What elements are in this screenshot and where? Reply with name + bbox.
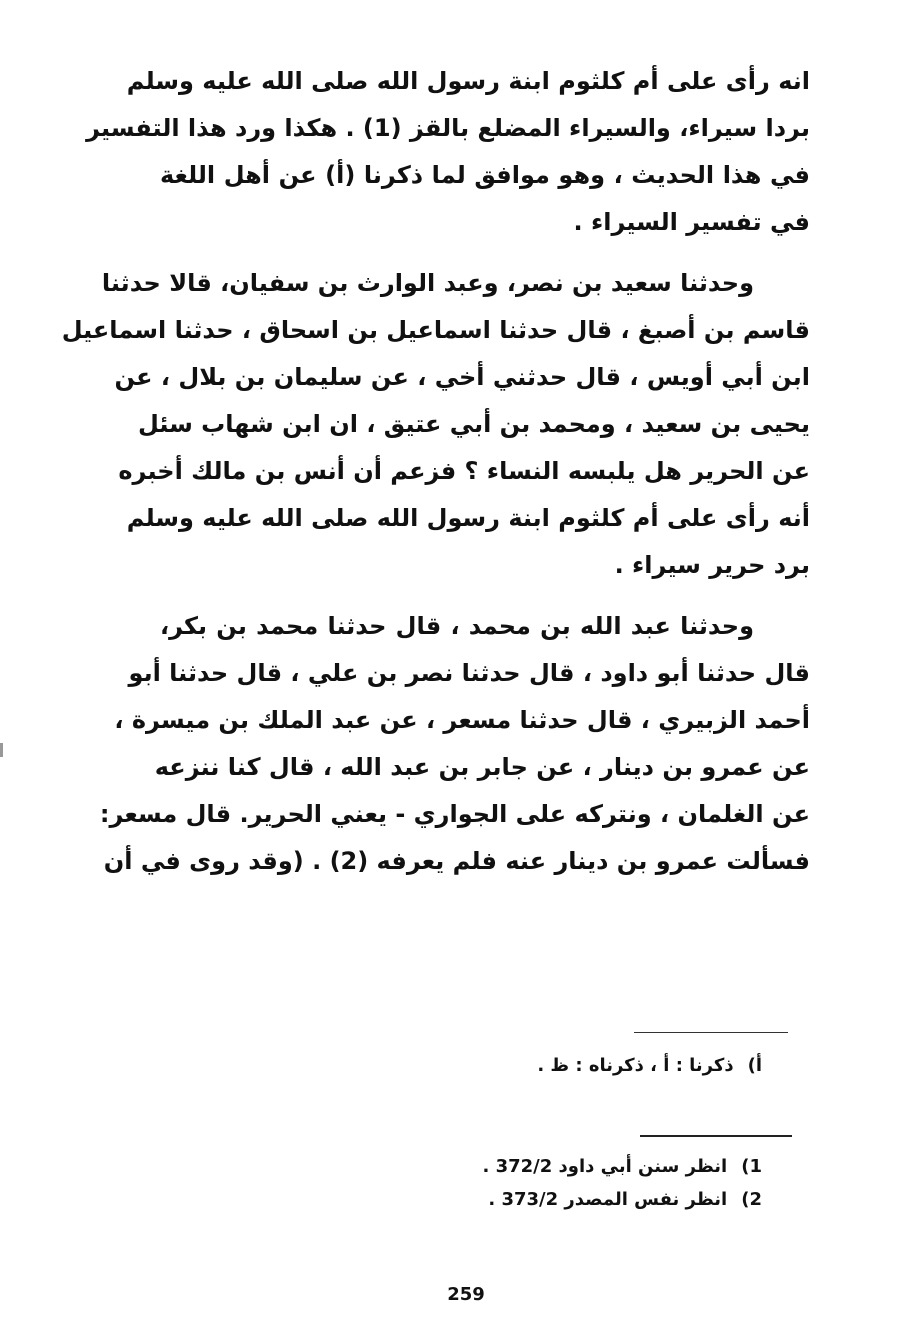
text-line: عن عمرو بن دينار ، عن جابر بن عبد الله ، قال كنا ننزعه xyxy=(154,753,810,781)
footnote-text: انظر نفس المصدر 373/2 . xyxy=(488,1189,728,1210)
text-line: برد حرير سيراء . xyxy=(614,551,810,579)
text-line: عن الغلمان ، ونتركه على الجواري - يعني الحرير. قال مسعر: xyxy=(99,800,810,828)
footnote-text: انظر سنن أبي داود 372/2 . xyxy=(482,1156,728,1177)
text-line: قال حدثنا أبو داود ، قال حدثنا نصر بن علي ، قال حدثنا أبو xyxy=(128,659,810,687)
page-number: 259 xyxy=(447,1284,485,1305)
text-line: في هذا الحديث ، وهو موافق لما ذكرنا (أ) عن أهل اللغة xyxy=(160,161,810,189)
variant-marker: أ) xyxy=(747,1055,762,1076)
text-line: أحمد الزبيري ، قال حدثنا مسعر ، عن عبد الملك بن ميسرة ، xyxy=(114,706,810,734)
text-line: وحدثنا سعيد بن نصر، وعبد الوارث بن سفيان، قالا حدثنا xyxy=(101,269,754,297)
footnote-divider-references xyxy=(640,1135,792,1137)
footnote-list xyxy=(380,1150,762,1216)
text-line: عن الحرير هل يلبسه النساء ؟ فزعم أن أنس بن مالك أخبره xyxy=(118,457,810,485)
footnote-divider-variants xyxy=(634,1032,788,1033)
text-line: وحدثنا عبد الله بن محمد ، قال حدثنا محمد بن بكر، xyxy=(160,612,754,640)
footnote-marker: 1) xyxy=(741,1156,762,1177)
variant-note xyxy=(400,1050,762,1082)
variant-text: ذكرنا : أ ، ذكرناه : ظ . xyxy=(537,1055,734,1076)
paragraph-2 xyxy=(61,260,810,589)
footnote-item xyxy=(380,1183,762,1216)
text-line: انه رأى على أم كلثوم ابنة رسول الله صلى الله عليه وسلم xyxy=(126,67,810,95)
text-line: قاسم بن أصبغ ، قال حدثنا اسماعيل بن اسحاق ، حدثنا اسماعيل xyxy=(61,316,810,344)
paragraph-1 xyxy=(86,58,810,246)
main-text xyxy=(61,58,810,885)
text-line: فسألت عمرو بن دينار عنه فلم يعرفه (2) . (وقد روى في أن xyxy=(103,847,810,875)
text-line: بردا سيراء، والسيراء المضلع بالقز (1) . هكذا ورد هذا التفسير xyxy=(86,114,810,142)
text-line: في تفسير السيراء . xyxy=(573,208,810,236)
text-line: ابن أبي أويس ، قال حدثني أخي ، عن سليمان بن بلال ، عن xyxy=(114,363,810,391)
scan-margin-mark xyxy=(0,743,3,757)
paragraph-3 xyxy=(99,603,810,885)
footnote-marker: 2) xyxy=(741,1189,762,1210)
text-line: يحيى بن سعيد ، ومحمد بن أبي عتيق ، ان ابن شهاب سئل xyxy=(137,410,810,438)
footnote-item xyxy=(380,1150,762,1183)
text-line: أنه رأى على أم كلثوم ابنة رسول الله صلى الله عليه وسلم xyxy=(126,504,810,532)
